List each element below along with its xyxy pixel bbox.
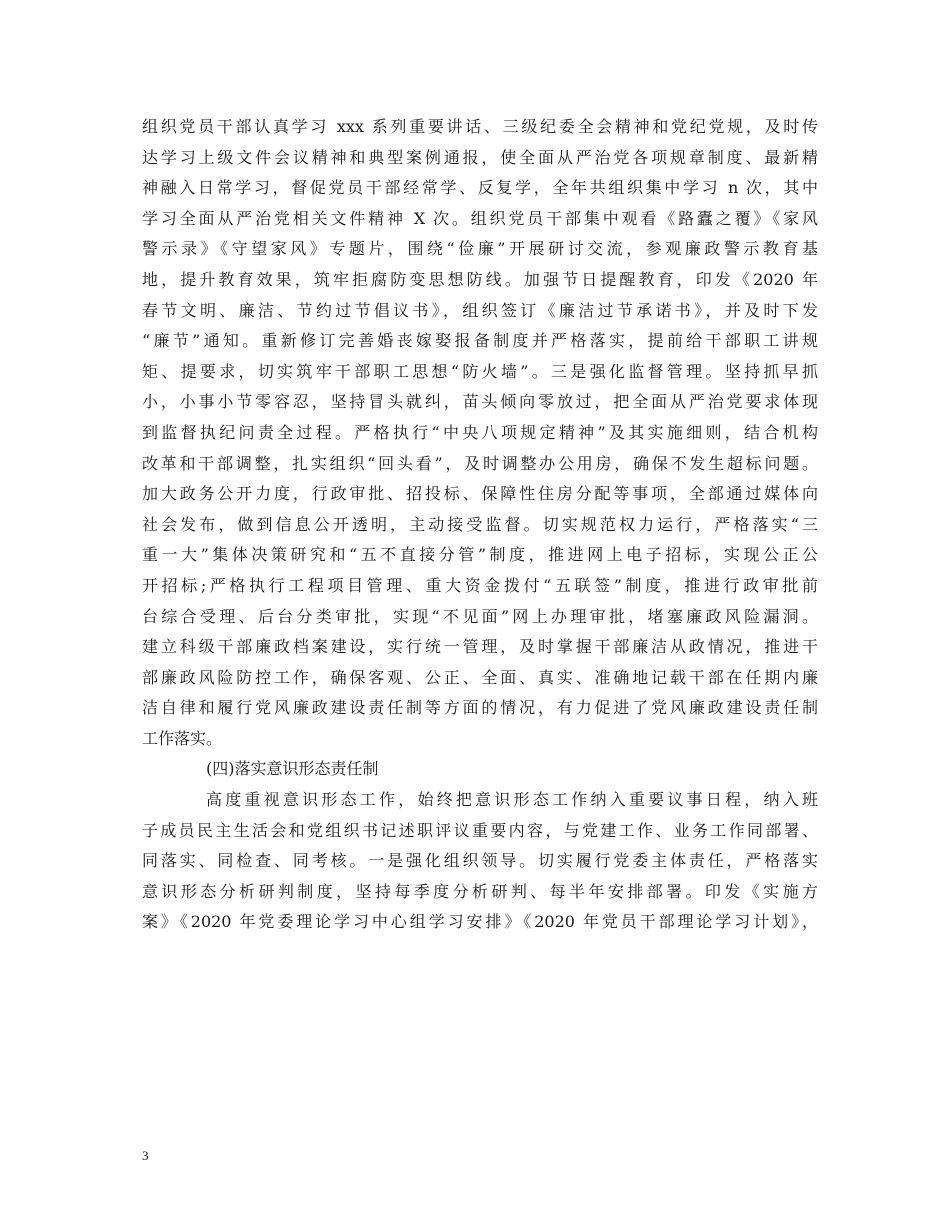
- section-heading: (四)落实意识形态责任制: [206, 759, 379, 779]
- text-line: 台综合受理、后台分类审批，实现“不见面”网上办理审批，堵塞廉政风险漏洞。: [142, 606, 818, 626]
- text-line: 开招标;严格执行工程项目管理、重大资金拨付“五联签”制度，推进行政审批前: [142, 575, 818, 595]
- text-line: 工作落实。: [142, 728, 223, 748]
- text-line: 警示录》《守望家风》专题片，围绕“俭廉”开展研讨交流，参观廉政警示教育基: [142, 239, 818, 259]
- text-line: 小，小事小节零容忍，坚持冒头就纠，苗头倾向零放过，把全面从严治党要求体现: [142, 392, 818, 412]
- text-line: 神融入日常学习，督促党员干部经常学、反复学，全年共组织集中学习 n 次，其中: [142, 178, 818, 198]
- text-line: 加大政务公开力度，行政审批、招投标、保障性住房分配等事项，全部通过媒体向: [142, 484, 818, 504]
- text-line: 地，提升教育效果，筑牢拒腐防变思想防线。加强节日提醒教育，印发《2020 年: [142, 269, 818, 289]
- text-line: 改革和干部调整，扎实组织“回头看”，及时调整办公用房，确保不发生超标问题。: [142, 453, 818, 473]
- text-line: 洁自律和履行党风廉政建设责任制等方面的情况，有力促进了党风廉政建设责任制: [142, 698, 818, 718]
- text-line: 春节文明、廉洁、节约过节倡议书》，组织签订《廉洁过节承诺书》，并及时下发: [142, 300, 818, 320]
- text-line: 建立科级干部廉政档案建设，实行统一管理，及时掌握干部廉洁从政情况，推进干: [142, 637, 818, 657]
- text-line: 组织党员干部认真学习 xxx 系列重要讲话、三级纪委全会精神和党纪党规，及时传: [142, 117, 818, 136]
- text-line: 重一大”集体决策研究和“五不直接分管”制度，推进网上电子招标，实现公正公: [142, 545, 818, 565]
- text-line: 子成员民主生活会和党组织书记述职评议重要内容，与党建工作、业务工作同部署、: [142, 820, 818, 840]
- text-line: 达学习上级文件会议精神和典型案例通报，使全面从严治党各项规章制度、最新精: [142, 147, 818, 167]
- text-line: 矩、提要求，切实筑牢干部职工思想“防火墙”。三是强化监督管理。坚持抓早抓: [142, 361, 818, 381]
- text-line: 案》《2020 年党委理论学习中心组学习安排》《2020 年党员干部理论学习计划》，: [142, 912, 818, 932]
- text-line: 部廉政风险防控工作，确保客观、公正、全面、真实、准确地记载干部在任期内廉: [142, 667, 818, 687]
- text-line: 社会发布，做到信息公开透明，主动接受监督。切实规范权力运行，严格落实“三: [142, 514, 818, 534]
- text-line: 意识形态分析研判制度，坚持每季度分析研判、每半年安排部署。印发《实施方: [142, 881, 818, 901]
- page-number: 3: [142, 1148, 149, 1163]
- text-line: 到监督执纪问责全过程。严格执行“中央八项规定精神”及其实施细则，结合机构: [142, 422, 818, 442]
- text-line: 同落实、同检查、同考核。一是强化组织领导。切实履行党委主体责任，严格落实: [142, 851, 818, 871]
- document-body: [142, 112, 818, 938]
- text-line: “廉节”通知。重新修订完善婚丧嫁娶报备制度并严格落实，提前给干部职工讲规: [142, 331, 818, 351]
- text-line: 学习全面从严治党相关文件精神 X 次。组织党员干部集中观看《路蠹之覆》《家风: [142, 208, 818, 228]
- text-line: 高度重视意识形态工作，始终把意识形态工作纳入重要议事日程，纳入班: [206, 790, 818, 810]
